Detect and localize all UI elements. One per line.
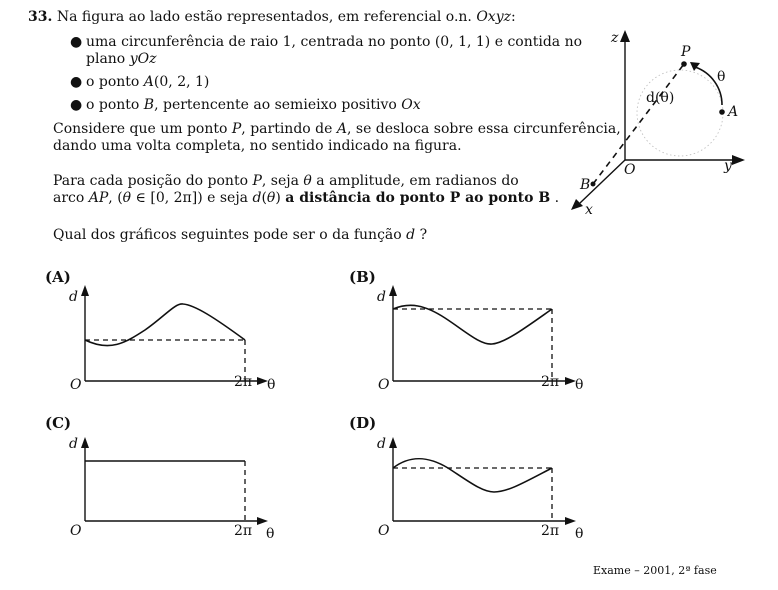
graph-a-theta: θ [267,377,276,393]
para-2f: d [252,190,262,206]
para-2g: ( [261,190,267,206]
para-1c: , seja [261,173,304,189]
para-2e: ∈ [0, 2π]) e seja [131,190,253,206]
bullet-2-coords: (0, 2, 1) [153,74,210,90]
consider-line-2: dando uma volta completa, no sentido indicado na figura. [53,138,462,154]
bullet-2-var: A [143,74,154,90]
para-2-bold: a distância do ponto P ao ponto B [285,190,551,206]
para-2-end: . [550,190,560,206]
graph-d-y-arrow [389,437,397,448]
graph-d-origin: O [378,523,390,539]
graph-b-label: (B) [349,268,376,286]
bullet-3-var2: Ox [401,97,421,113]
graph-c-x-arrow [257,517,268,525]
bullet-3-mid: , pertencente ao semieixo positivo [154,97,402,113]
graph-a-y-arrow [81,285,89,296]
para-2d: θ [122,190,132,206]
intro-text: Na figura ao lado estão representados, em referencial o.n. [56,9,477,25]
question-var: d [406,227,416,243]
question-mark: ? [415,227,428,243]
question-text: Qual dos gráficos seguintes pode ser o da função [53,227,407,243]
bullet-2-text: o ponto [86,74,144,90]
graph-b-origin: O [378,377,390,393]
graph-d-curve [393,459,552,492]
fig-label-z: z [611,30,619,46]
source-note: Exame – 2001, 2ª fase [593,564,717,577]
graph-d-theta: θ [575,526,584,542]
exercise-number: 33. [28,9,53,25]
bullet-3-text: o ponto [86,97,144,113]
consider-1-var2: A [336,121,347,137]
fig-label-y: y [724,158,732,174]
graph-c [81,437,268,525]
bullet-1-line-a: uma circunferência de raio 1, centrada no ponto (0, 1, 1) e contida no [86,34,583,50]
para-1a: Para cada posição do ponto [53,173,253,189]
fig-label-theta: θ [717,69,726,85]
graph-a-d-label: d [69,289,78,305]
consider-1-pre: Considere que um ponto [53,121,232,137]
para-2b: AP [88,190,109,206]
para-1d: θ [303,173,312,189]
graph-a [81,285,268,385]
bullet-1b-text: plano [86,51,130,67]
graph-d [389,437,576,525]
bullet-marker-2: ● [70,74,83,90]
consider-1-post: , se desloca sobre essa circunferência, [346,121,621,137]
graph-b [389,285,576,385]
graph-d-label: (D) [349,414,377,432]
graph-c-y-arrow [81,437,89,448]
fig-label-x: x [585,202,593,218]
graph-b-d-label: d [377,289,386,305]
bullet-marker-3: ● [70,97,83,113]
para-1b: P [252,173,262,189]
bullet-marker-1: ● [70,34,83,50]
fig-label-a: A [728,104,739,120]
graph-d-2pi: 2π [541,523,560,539]
fig-label-p: P [681,44,691,60]
graph-a-label: (A) [45,268,71,286]
graph-c-2pi: 2π [234,523,253,539]
consider-1-var: P [231,121,242,137]
graph-d-d-label: d [377,436,386,452]
fig-label-dtheta: d(θ) [646,90,675,106]
bullet-3-var: B [143,97,155,113]
graph-c-d-label: d [69,436,78,452]
para-2c: , ( [108,190,123,206]
graph-b-y-arrow [389,285,397,296]
para-2a: arco [53,190,89,206]
graph-b-2pi: 2π [541,374,560,390]
graph-b-theta: θ [575,377,584,393]
fig-label-b: B [580,177,591,193]
graph-d-x-arrow [565,517,576,525]
graph-b-curve [393,305,552,344]
graph-a-2pi: 2π [234,374,253,390]
graph-a-origin: O [70,377,82,393]
para-1e: a amplitude, em radianos do [311,173,519,189]
para-2i: ) [275,190,286,206]
graph-c-theta: θ [266,526,275,542]
consider-1-mid: , partindo de [241,121,337,137]
bullet-1b-var: yOz [129,51,157,67]
graph-c-label: (C) [45,414,72,432]
fig-label-o: O [624,162,636,178]
intro-var: Oxyz [476,9,511,25]
graph-c-origin: O [70,523,82,539]
intro-colon: : [511,9,516,25]
para-2h: θ [266,190,276,206]
